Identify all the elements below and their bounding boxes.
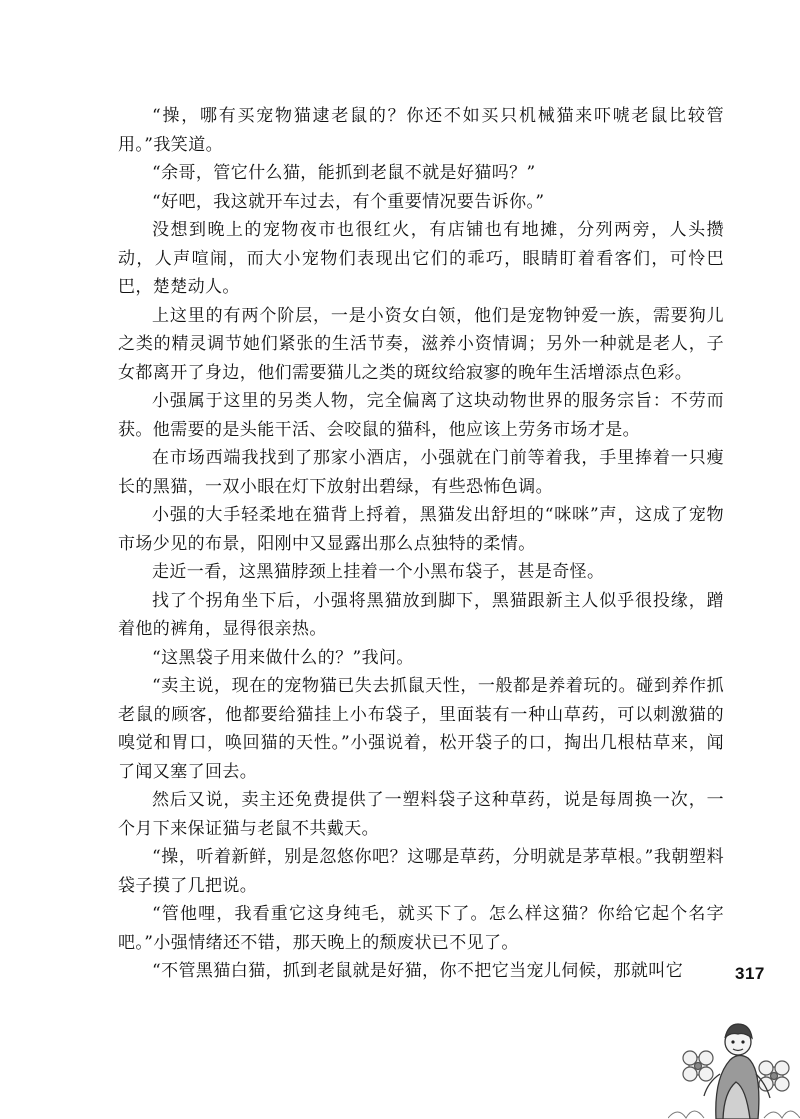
paragraph: “卖主说，现在的宠物猫已失去抓鼠天性，一般都是养着玩的。碰到养作抓老鼠的顾客，他都要给猫挂上小布袋子，里面装有一种山草药，可以刺激猫的嗅觉和胃口，唤回猫的天性。”小强说着，松开袋子的口，掏出几根枯草来，闻了闻又塞了回去。: [118, 676, 724, 782]
flower-icon: [759, 1061, 789, 1091]
paragraph: 上这里的有两个阶层，一是小资女白领，他们是宠物钟爱一族，需要狗儿之类的精灵调节她们紧张的生活节奏，滋养小资情调；另外一种就是老人，子女都离开了身边，他们需要猫儿之类的斑纹给寂寥的晚年生活增添点色彩。: [118, 305, 724, 383]
paragraph: 走近一看，这黑猫脖颈上挂着一个小黑布袋子，甚是奇怪。: [152, 562, 605, 582]
paragraph: 小强属于这里的另类人物，完全偏离了这块动物世界的服务宗旨：不劳而获。他需要的是头能干活、会咬鼠的猫科，他应该上劳务市场才是。: [118, 391, 724, 440]
paragraph: “操，听着新鲜，别是忽悠你吧？这哪是草药，分明就是茅草根。”我朝塑料袋子摸了几把说。: [118, 847, 724, 896]
paragraph: “这黑袋子用来做什么的？”我问。: [152, 647, 414, 668]
paragraph: “操，哪有买宠物猫逮老鼠的？你还不如买只机械猫来吓唬老鼠比较管用。”我笑道。: [118, 106, 724, 155]
paragraph: “管他哩，我看重它这身纯毛，就买下了。怎么样这猫？你给它起个名字吧。”小强情绪还不错，那天晚上的颓废状已不见了。: [118, 904, 724, 953]
paragraph: 然后又说，卖主还免费提供了一塑料袋子这种草药，说是每周换一次，一个月下来保证猫与老鼠不共戴天。: [118, 790, 724, 839]
cartoon-illustration: [668, 1008, 800, 1119]
paragraph: 没想到晚上的宠物夜市也很红火，有店铺也有地摊，分列两旁，人头攒动，人声喧闹，而大小宠物们表现出它们的乖巧，眼睛盯着看客们，可怜巴巴，楚楚动人。: [118, 220, 724, 297]
flower-icon: [683, 1051, 713, 1081]
paragraph: “好吧，我这就开车过去，有个重要情况要告诉你。”: [152, 191, 545, 212]
paragraph: 在市场西端我找到了那家小酒店，小强就在门前等着我，手里捧着一只瘦长的黑猫，一双小眼在灯下放射出碧绿，有些恐怖色调。: [118, 448, 724, 497]
page-number: 317: [735, 964, 765, 983]
paragraph: 找了个拐角坐下后，小强将黑猫放到脚下，黑猫跟新主人似乎很投缘，蹭着他的裤角，显得很亲热。: [118, 590, 724, 639]
body-text: [118, 102, 724, 986]
paragraph: “不管黑猫白猫，抓到老鼠就是好猫，你不把它当宠儿伺候，那就叫它: [152, 961, 684, 981]
paragraph: “余哥，管它什么猫，能抓到老鼠不就是好猫吗？”: [152, 163, 536, 183]
paragraph: 小强的大手轻柔地在猫背上捋着，黑猫发出舒坦的“咪咪”声，这成了宠物市场少见的布景，阳刚中又显露出那么点独特的柔情。: [118, 505, 724, 554]
